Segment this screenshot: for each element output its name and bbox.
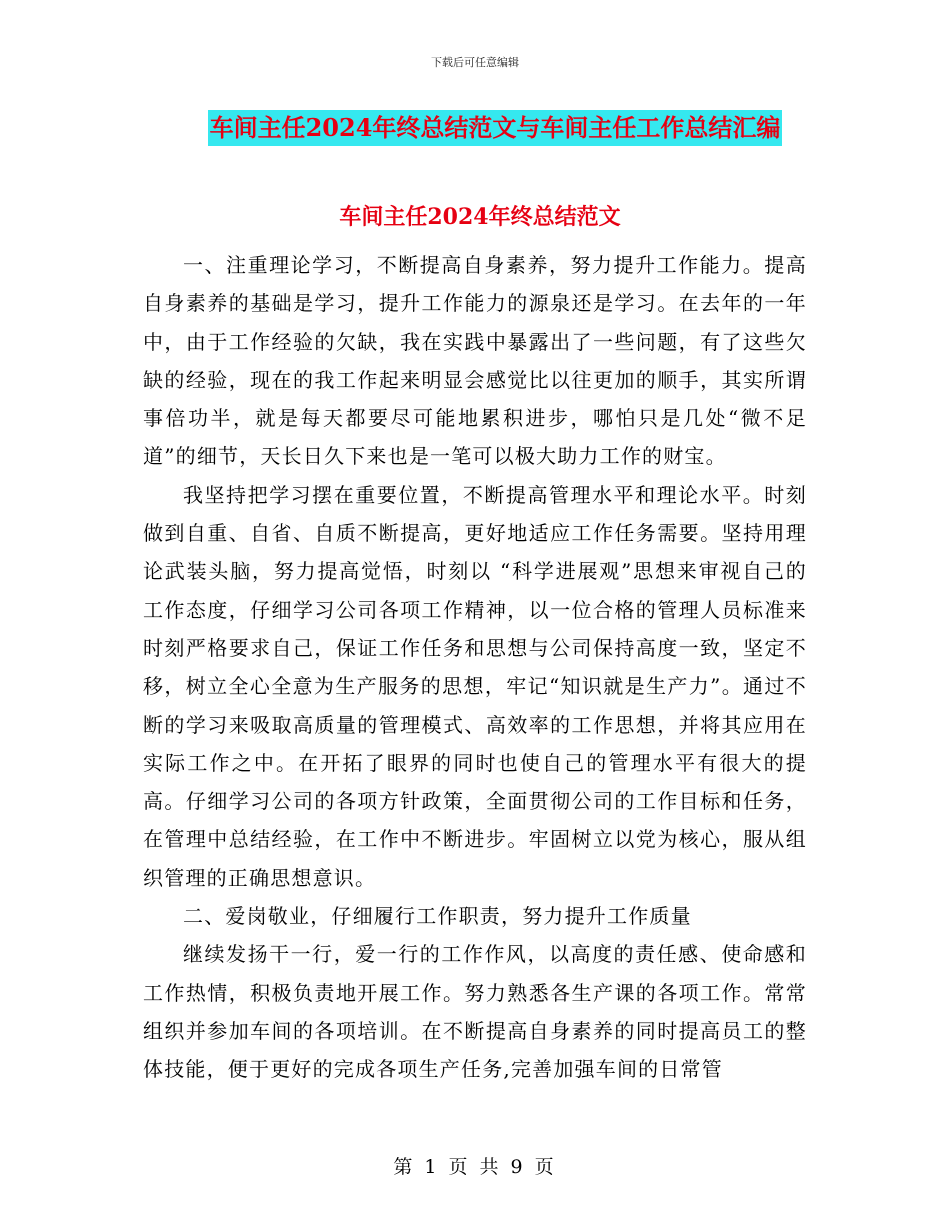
page-header-note: 下载后可任意编辑 <box>431 56 519 69</box>
section-title: 车间主任2024年终总结范文 <box>339 204 621 230</box>
document-title: 车间主任2024年终总结范文与车间主任工作总结汇编 <box>208 110 783 146</box>
page-footer-page-number: 第 1 页 共 9 页 <box>393 1156 557 1178</box>
paragraph-3-heading: 二、爱岗敬业，仔细履行工作职责，努力提升工作质量 <box>183 904 692 929</box>
document-body <box>143 246 807 1089</box>
paragraph-2: 我坚持把学习摆在重要位置，不断提高管理水平和理论水平。时刻做到自重、自省、自质不断提高，更好地适应工作任务需要。坚持用理论武装头脑，努力提高觉悟，时刻以 “科学进展观”思想来审视自己的工作态度，仔细学习公司各项工作精神，以一位合格的管理人员标准来时刻严格要求自己，保证工作任务和思想与公司保持高度一致，坚定不移，树立全心全意为生产服务的思想，牢记“知识就是生产力”。通过不断的学习来吸取高质量的管理模式、高效率的工作思想，并将其应用在实际工作之中。在开拓了眼界的同时也使自己的管理水平有很大的提高。仔细学习公司的各项方针政策，全面贯彻公司的工作目标和任务，在管理中总结经验，在工作中不断进步。牢固树立以党为核心，服从组织管理的正确思想意识。 <box>143 482 807 890</box>
paragraph-4: 继续发扬干一行，爱一行的工作作风，以高度的责任感、使命感和工作热情，积极负责地开展工作。努力熟悉各生产课的各项工作。常常组织并参加车间的各项培训。在不断提高自身素养的同时提高员工的整体技能，便于更好的完成各项生产任务,完善加强车间的日常管 <box>143 942 807 1082</box>
document-title-container <box>0 110 950 146</box>
paragraph-1: 一、注重理论学习，不断提高自身素养，努力提升工作能力。提高自身素养的基础是学习，提升工作能力的源泉还是学习。在去年的一年中，由于工作经验的欠缺，我在实践中暴露出了一些问题，有了这些欠缺的经验，现在的我工作起来明显会感觉比以往更加的顺手，其实所谓事倍功半，就是每天都要尽可能地累积进步，哪怕只是几处“微不足道”的细节，天长日久下来也是一笔可以极大助力工作的财宝。 <box>143 253 807 469</box>
